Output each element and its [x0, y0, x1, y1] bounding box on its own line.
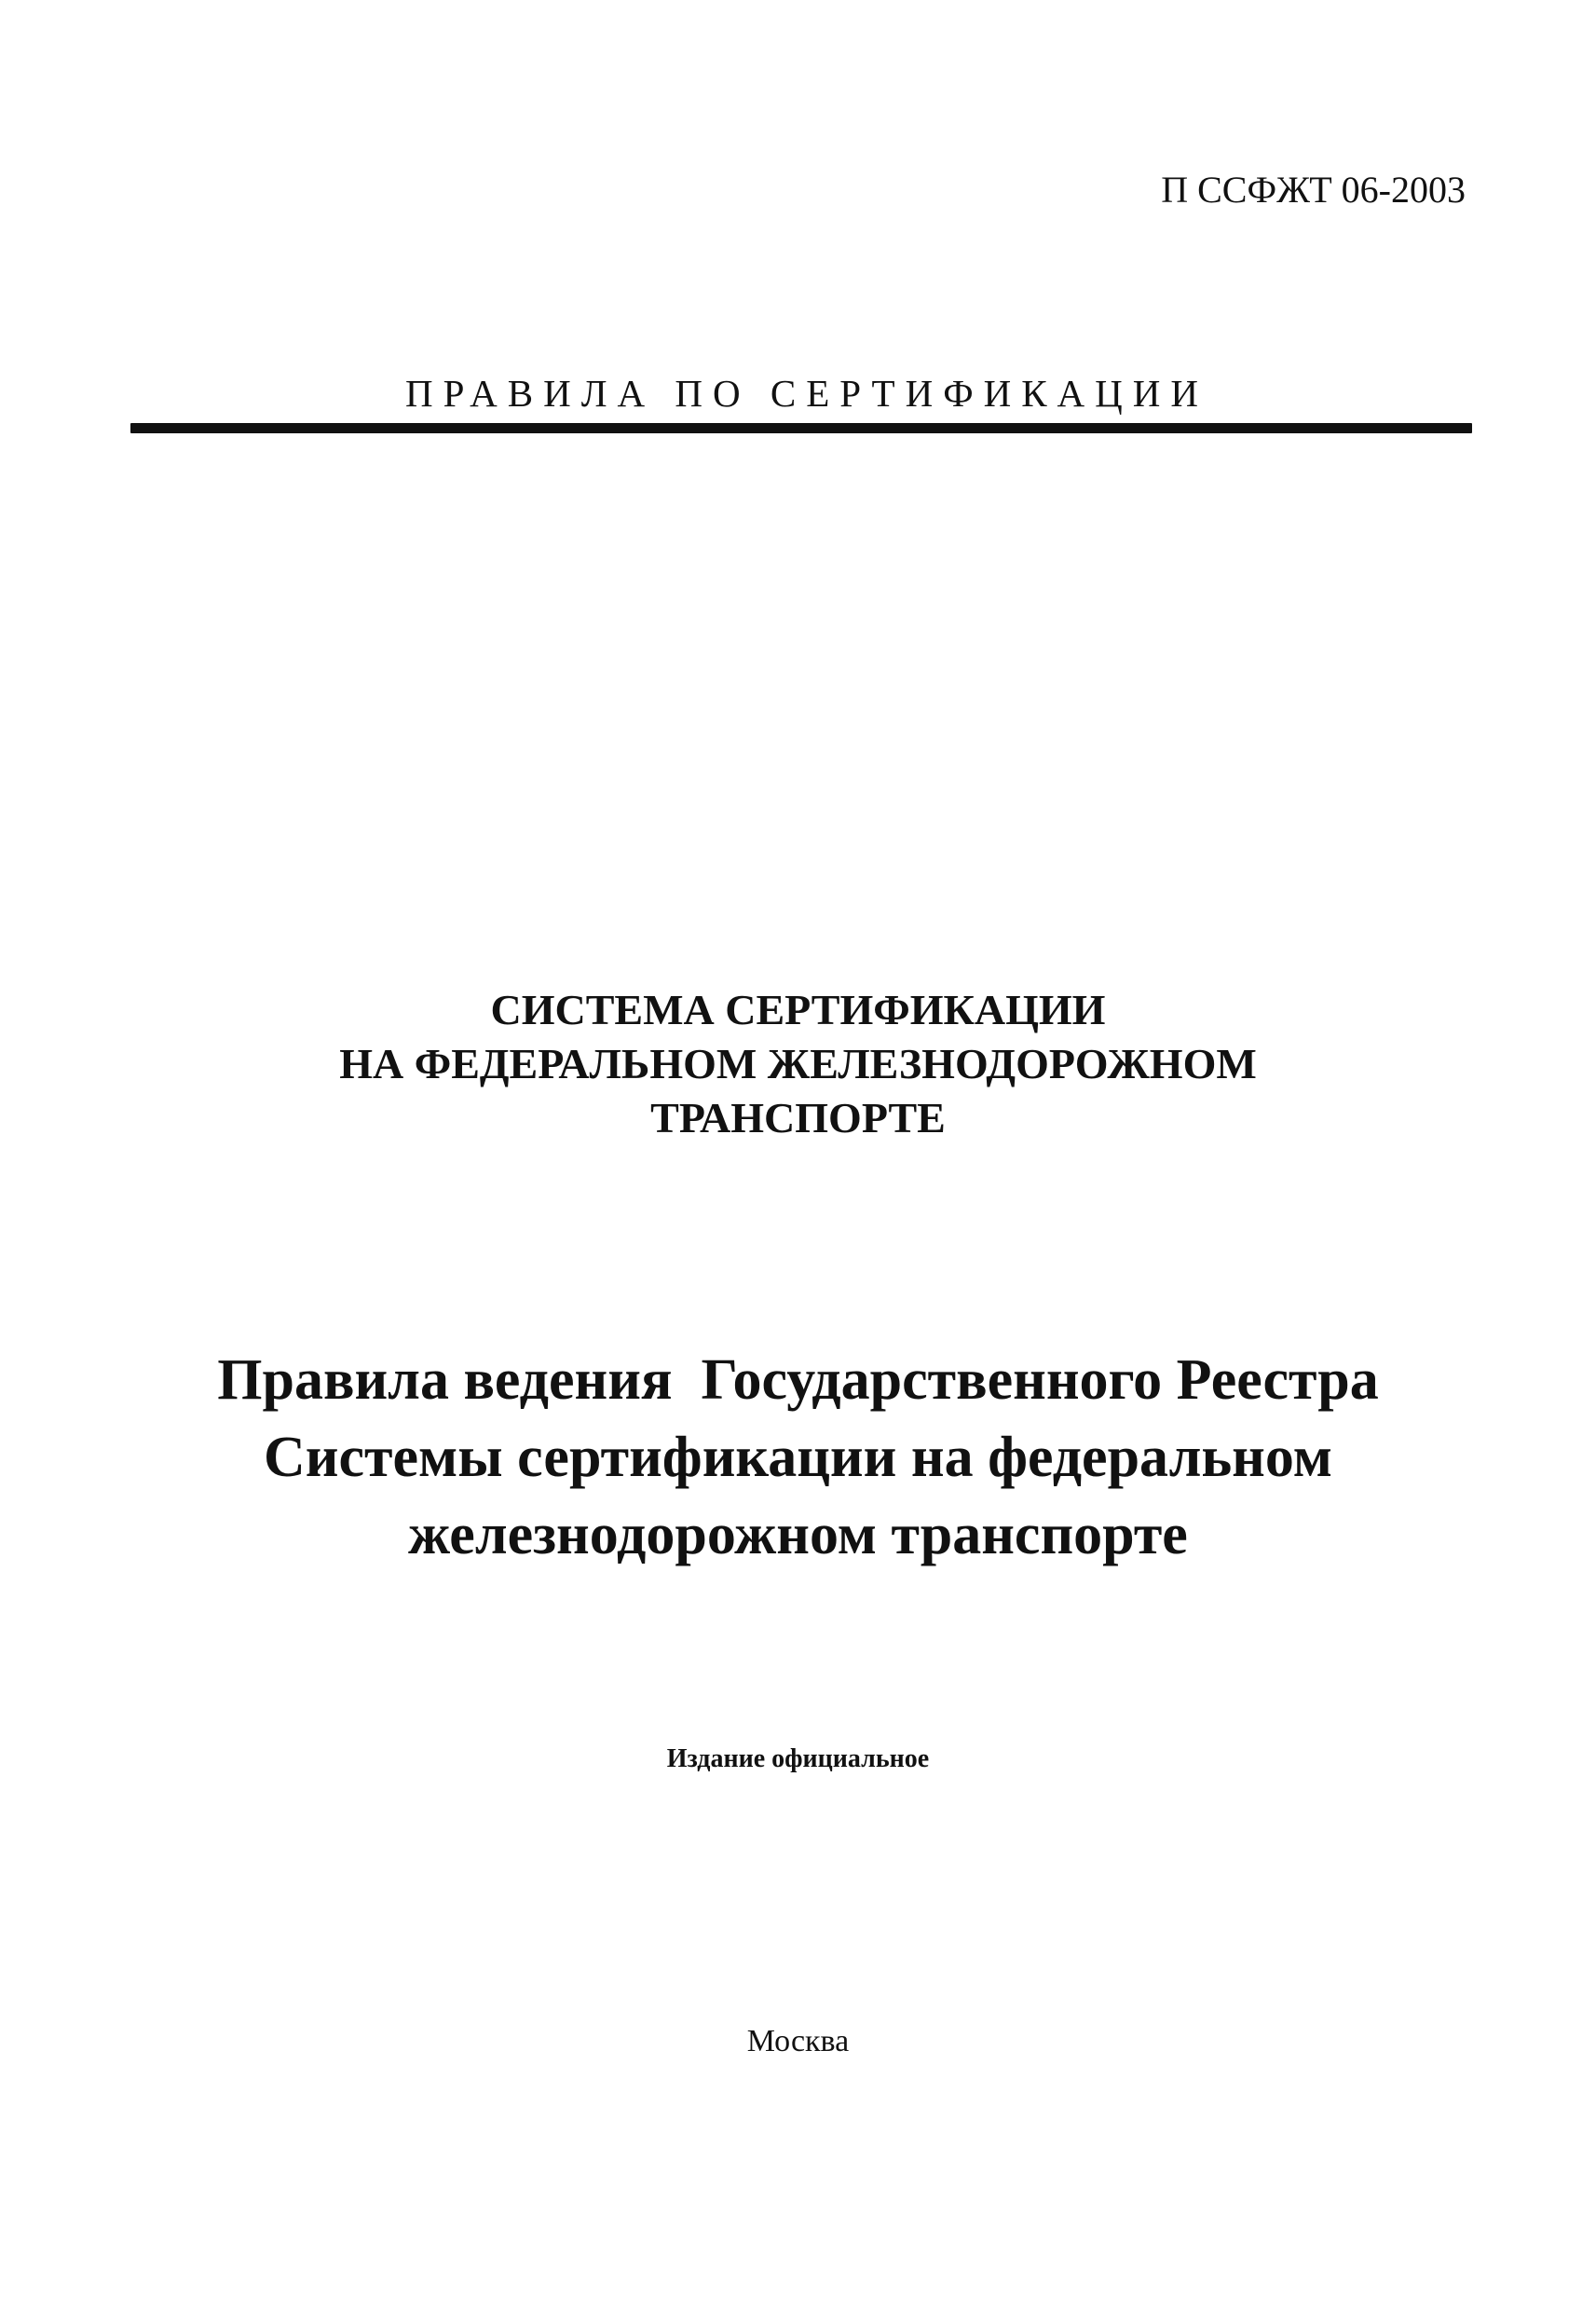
main-title	[0, 1342, 1596, 1574]
series-title: ПРАВИЛА ПО СЕРТИФИКАЦИИ	[405, 372, 1208, 415]
series-block	[130, 371, 1472, 433]
document-code: П ССФЖТ 06-2003	[1161, 169, 1466, 211]
main-title-line-1: Правила ведения Государственного Реестра	[217, 1348, 1379, 1412]
system-title-line-1: СИСТЕМА СЕРТИФИКАЦИИ	[490, 986, 1106, 1033]
system-title-line-3: ТРАНСПОРТЕ	[650, 1094, 946, 1141]
system-title-line-2: НА ФЕДЕРАЛЬНОМ ЖЕЛЕЗНОДОРОЖНОМ	[339, 1040, 1257, 1087]
main-title-line-3: железнодорожном транспорте	[408, 1503, 1188, 1566]
edition-label: Издание официальное	[666, 1744, 930, 1773]
city-label: Москва	[746, 2024, 850, 2058]
system-title	[0, 983, 1596, 1145]
series-rule	[130, 423, 1472, 433]
main-title-line-2: Системы сертификации на федеральном	[264, 1426, 1332, 1489]
